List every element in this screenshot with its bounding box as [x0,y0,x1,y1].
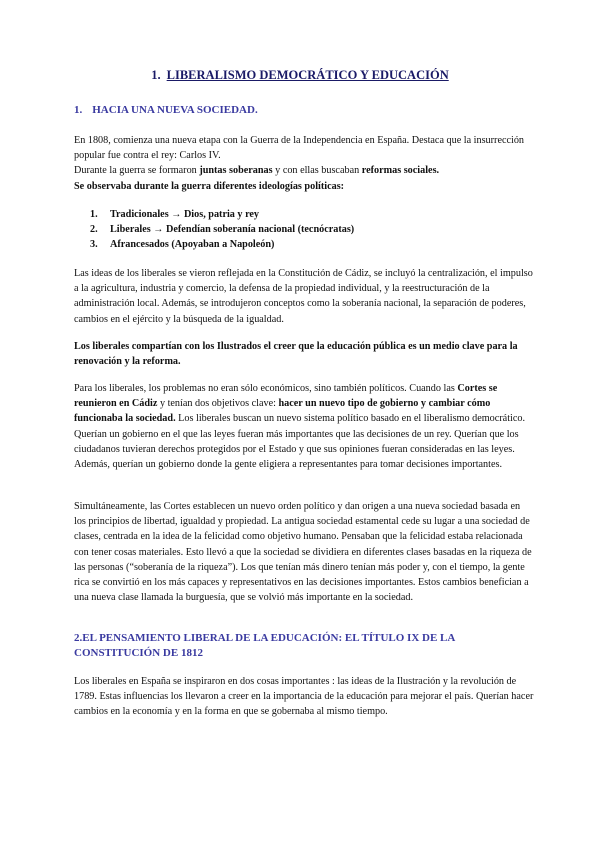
intro-bold-reformas: reformas sociales. [361,165,440,177]
ideologies-list [90,207,354,252]
liberales-paragraph [74,381,534,472]
simultaneamente-paragraph: Simultáneamente, las Cortes establecen un nuevo orden político y dan origen a una nueva sociedad basada en los principios de libertad, igualdad y propiedad. La antigua sociedad estamental cede su lugar a una sociedad de clases, centrada en la idea de la felicidad como objetivo humano. Pensaban que la felicidad estaba relacionada con tener cosas materiales. Esto llevó a que la sociedad se dividiera en diferentes clases basadas en la riqueza de las personas (“soberanía de la riqueza”). Los que tenían más dinero tenían más poder y, con el tiempo, la gente rica se convirtió en los más capaces y representativos en las decisiones importantes. Estos cambios benefician a una nueva clase llamada la burguesía, que se volvió más importante en la sociedad. [74,501,532,604]
title-number: 1. [151,68,161,82]
paragraph-text: y tenían dos objetivos clave: [157,398,279,410]
intro-text: Durante la guerra se formaron [74,165,200,177]
document-title [0,68,600,83]
bold-objectives: hacer un nuevo tipo de gobierno y cambiar cómo funcionaba la sociedad. [74,398,491,425]
intro-text: y con ellas buscaban [272,165,362,177]
list-text: Tradicionales → Dios, patria y rey [110,209,260,220]
list-item [90,207,354,222]
list-text: Liberales → Defendían soberanía nacional (tecnócratas) [110,224,355,235]
education-bold-paragraph: Los liberales compartían con los Ilustrados el creer que la educación pública es un medio clave para la renovación y la reforma. [74,341,518,368]
section-1-number: 1. [74,104,83,116]
final-paragraph: Los liberales en España se inspiraron en dos cosas importantes : las ideas de la Ilustración y la revolución de 1789. Estas influencias los llevaron a creer en la importancia de la educación para mejorar el país. Querían hacer cambios en la economía y en la forma en que se gobernaba al mismo tiempo. [74,676,534,718]
paragraph-text: Para los liberales, los problemas no eran sólo económicos, sino también políticos. Cuando las [74,383,458,394]
list-item [90,237,354,252]
title-text: LIBERALISMO DEMOCRÁTICO Y EDUCACIÓN [166,68,449,82]
list-number: 1. [90,209,98,220]
list-number: 3. [90,239,98,250]
intro-line-1: En 1808, comienza una nueva etapa con la Guerra de la Independencia en España. Destaca que la insurrección popular fue contra el rey: Carlos IV. [74,135,525,162]
intro-bold-juntas: juntas soberanas [199,165,273,177]
constitution-paragraph: Las ideas de los liberales se vieron reflejada en la Constitución de Cádiz, se incluyó la centralización, el impulso a la agricultura, industria y comercio, la defensa de la propiedad individual, y la reestructuración de la administración local. Además, se introdujeron conceptos como la soberanía nacional, la separación de poderes, cambios en el ejército y la búsqueda de la igualdad. [74,268,533,325]
intro-line-2 [74,163,534,178]
list-item [90,222,354,237]
list-number: 2. [90,224,98,235]
paragraph-text: Los liberales buscan un nuevo sistema político basado en el liberalismo democrático. Querían un gobierno en el que las leyes fueran más importantes que las decisiones de un rey. Querían que los ciudadanos tuvieran derechos protegidos por el Estado y que sus opiniones fueran consideradas en las leyes. Además, querían un gobierno donde la gente eligiera a representantes para tomar decisiones importantes. [74,413,526,471]
bold-cortes: Cortes se reunieron en Cádiz [74,383,498,410]
section-2-heading: 2.EL PENSAMIENTO LIBERAL DE LA EDUCACIÓN: EL TÍTULO IX DE LA CONSTITUCIÓN DE 1812 [74,632,455,659]
list-text: Afrancesados (Apoyaban a Napoleón) [110,239,275,250]
section-1-title: HACIA UNA NUEVA SOCIEDAD. [92,104,258,116]
intro-line-3: Se observaba durante la guerra diferentes ideologías políticas: [74,180,345,192]
intro-paragraph [74,133,534,194]
section-1-heading [74,104,258,116]
